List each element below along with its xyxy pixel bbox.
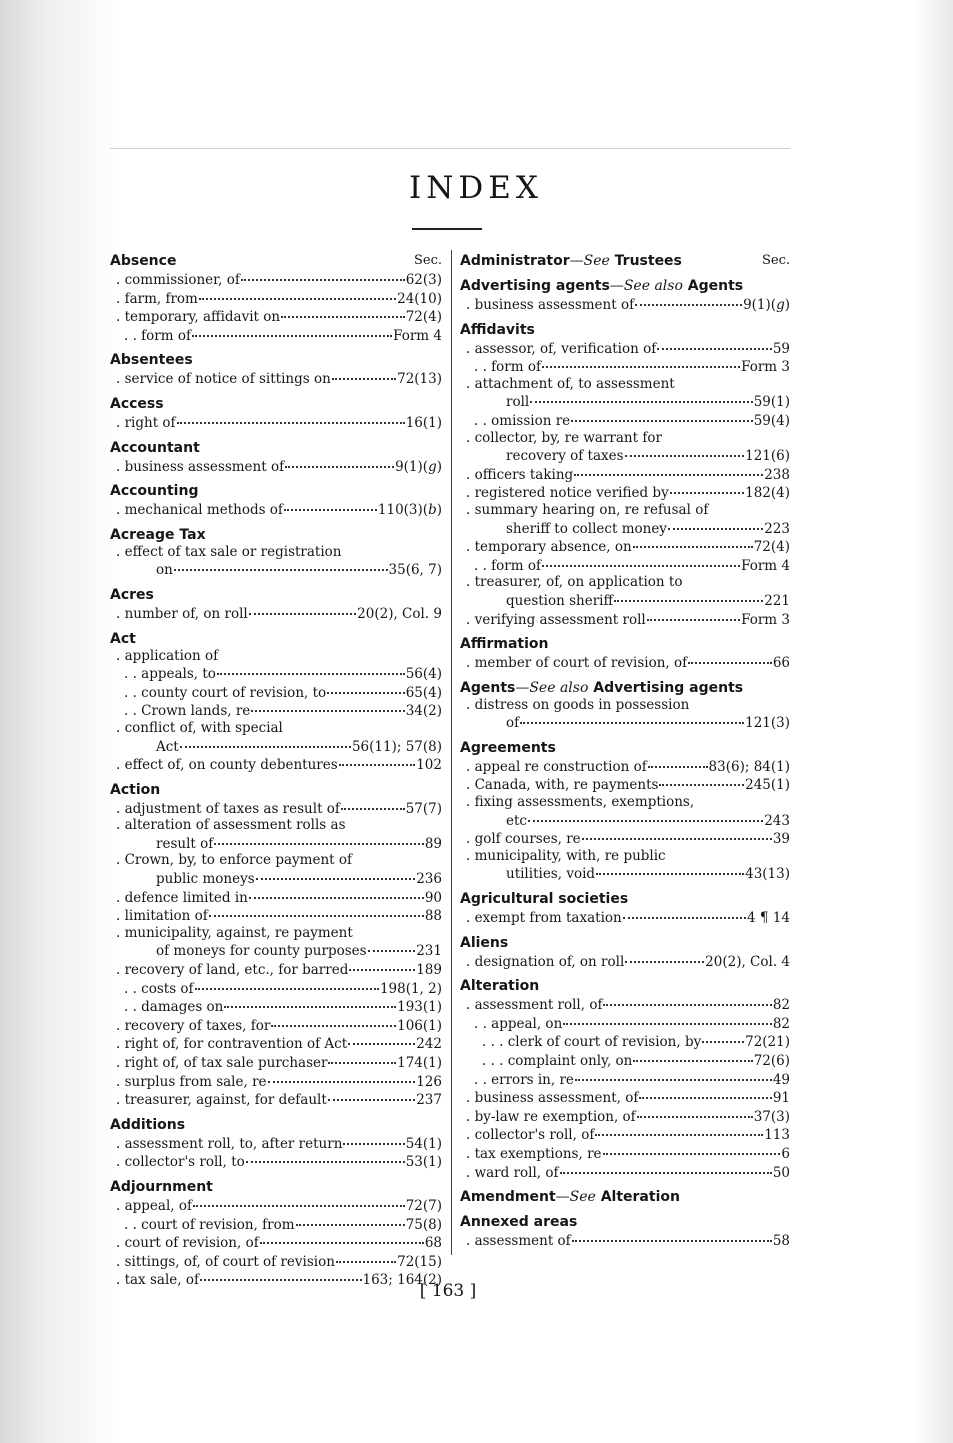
index-heading: Annexed areas [460,1214,578,1231]
index-subentry: . Canada, with, re payments 245(1) [460,775,790,794]
index-subentry: . court of revision, of 68 [110,1233,442,1252]
section-reference: 221 [764,592,790,609]
index-entry-alteration [460,977,790,1181]
section-reference: Form 3 [741,611,790,628]
section-reference: 72(6) [753,1053,790,1069]
index-subentry: question sheriff 221 [460,591,790,610]
index-column-left [110,252,442,1296]
index-subentry: . service of notice of sittings on 72(13) [110,369,442,388]
index-entry-act [110,630,442,774]
index-subentry: of moneys for county purposes 231 [110,941,442,960]
section-reference: 198(1, 2) [379,980,442,997]
index-subentry: . recovery of land, etc., for barred 189 [110,960,442,979]
dot-leader [343,1131,404,1145]
dot-leader [702,1029,744,1043]
dot-leader [530,389,752,403]
page-number: [ 163 ] [419,1281,477,1301]
index-subentry: . . form of Form 3 [460,357,790,376]
index-subentry: on 35(6, 7) [110,560,442,579]
index-heading: Absence Sec. [110,253,442,269]
section-reference: 39 [772,831,790,848]
section-reference: 72(4) [405,309,442,326]
index-heading: Affirmation [460,636,549,653]
section-reference: 53(1) [405,1154,442,1171]
section-reference: Form 3 [741,359,790,376]
index-heading: Aliens [460,934,509,951]
column-divider [451,250,452,1255]
dot-leader [603,1141,781,1155]
index-subentry: of 121(3) [460,713,790,732]
section-reference: 65(4) [405,684,442,701]
index-heading: Advertising agents—See also Agents [460,278,744,294]
index-subentry: Act 56(11); 57(8) [110,737,442,756]
section-reference: 59 [772,340,790,357]
index-subentry: result of 89 [110,834,442,853]
index-subentry: . adjustment of taxes as result of 57(7) [110,799,442,818]
dot-leader [639,1085,771,1099]
section-reference: 91 [772,1090,790,1107]
section-reference: 34(2) [405,703,442,720]
index-subentry: . appeal, of 72(7) [110,1196,442,1215]
index-entry-amendment [460,1188,790,1206]
dot-leader [528,808,763,822]
section-reference: 242 [416,1036,442,1053]
section-reference: 6 [781,1145,790,1162]
index-subentry: . distress on goods in possession [466,696,690,713]
dot-leader [647,607,740,621]
index-subentry: . tax exemptions, re 6 [460,1144,790,1163]
dot-leader [180,734,351,748]
index-subentry: . recovery of taxes, for 106(1) [110,1016,442,1035]
index-subentry: . assessment of 58 [460,1231,790,1250]
dot-leader [199,286,396,300]
index-subentry: . right of, of tax sale purchaser 174(1) [110,1053,442,1072]
dot-leader [603,992,771,1006]
index-subentry: . mechanical methods of 110(3)(b) [110,500,442,519]
section-reference: 9(1)(g) [743,297,790,313]
index-subentry: . surplus from sale, re 126 [110,1072,442,1091]
index-subentry: . . . clerk of court of revision, by 72(21) [460,1032,790,1051]
index-entry-absentees [110,351,442,388]
index-heading: Access [110,395,164,412]
section-reference: 231 [416,943,442,960]
sec-label: Sec. [761,253,790,268]
dot-leader [349,957,415,971]
dot-leader [623,905,746,919]
dot-leader [596,861,744,875]
index-subentry: . . court of revision, from 75(8) [110,1215,442,1234]
index-subentry: . alteration of assessment rolls as [116,817,346,834]
index-entry-affirmation [460,635,790,672]
index-subentry: . treasurer, of, on application to [466,574,683,591]
index-subentry: . assessment roll, of 82 [460,995,790,1014]
section-reference: 37(3) [753,1108,790,1125]
section-reference: 56(11); 57(8) [351,738,442,755]
index-subentry: roll 59(1) [460,392,790,411]
index-heading: Adjournment [110,1178,213,1195]
dot-leader [251,698,404,712]
dot-leader [193,1193,405,1207]
section-reference: 49 [772,1071,790,1088]
scan-shadow-right [913,0,953,1443]
dot-leader [281,304,405,318]
index-subentry: . Crown, by, to enforce payment of [116,852,352,869]
index-subentry: . exempt from taxation 4 ¶ 14 [460,908,790,927]
dot-leader [249,601,356,615]
section-reference: 72(4) [753,539,790,556]
section-reference: 43(13) [745,866,790,883]
section-reference: 237 [416,1092,442,1109]
dot-leader [614,588,763,602]
section-reference: 58 [772,1233,790,1250]
section-reference: 121(3) [745,715,790,732]
index-entry-affidavits [460,321,790,629]
index-subentry: recovery of taxes 121(6) [460,446,790,465]
index-entry-access [110,395,442,432]
index-subentry: . application of [116,647,219,664]
dot-leader [268,1069,416,1083]
dot-leader [560,1160,772,1174]
section-reference: 182(4) [745,485,790,502]
index-subentry: . tax sale, of 163; 164(2) [110,1270,442,1289]
index-entry-agreements [460,739,790,883]
section-reference: 174(1) [397,1055,442,1071]
index-entry-absence [110,252,442,344]
index-subentry: . business assessment of 9(1)(g) [460,295,790,314]
index-entry-acreage-tax [110,526,442,579]
index-subentry: . sittings, of, of court of revision 72(15) [110,1252,442,1271]
section-reference: 82 [772,997,790,1014]
index-entry-annexed-areas [460,1213,790,1250]
dot-leader [192,323,392,337]
section-reference: 16(1) [405,414,442,431]
index-subentry: . by-law re exemption, of 37(3) [460,1107,790,1126]
dot-leader [328,1050,396,1064]
index-entry-action [110,781,442,1109]
section-reference: 72(21) [745,1034,790,1051]
section-reference: 223 [764,520,790,537]
index-subentry: . . form of Form 4 [460,556,790,575]
dot-leader [575,1067,772,1081]
dot-leader [336,1249,396,1263]
index-subentry: . business assessment, of 91 [460,1088,790,1107]
index-subentry: . assessment roll, to, after return 54(1) [110,1134,442,1153]
index-subentry: . designation of, on roll 20(2), Col. 4 [460,952,790,971]
dot-leader [633,534,753,548]
dot-leader [332,366,396,380]
section-reference: 106(1) [397,1017,442,1034]
section-reference: 236 [416,871,442,888]
section-reference: Form 4 [741,557,790,574]
dot-leader [633,1048,752,1062]
index-subentry: . fixing assessments, exemptions, [466,794,695,811]
index-subentry: . collector, by, re warrant for [466,429,662,446]
dot-leader [241,267,405,281]
index-subentry: . effect of, on county debentures 102 [110,755,442,774]
index-heading: Affidavits [460,321,535,338]
index-heading: Acreage Tax [110,526,206,543]
section-reference: 75(8) [405,1216,442,1233]
dot-leader [271,1013,396,1027]
dot-leader [224,994,396,1008]
section-reference: 59(1) [753,394,790,411]
index-subentry: . effect of tax sale or registration [116,543,342,560]
index-entry-agents [460,679,790,732]
index-entry-aliens [460,934,790,971]
dot-leader [368,938,416,952]
section-reference: 189 [416,962,442,979]
section-reference: 24(10) [397,290,442,307]
dot-leader [327,680,405,694]
index-entry-additions [110,1116,442,1171]
section-reference: 66 [772,655,790,672]
title-underline [412,228,482,230]
dot-leader [635,292,742,306]
index-entry-advertising-agents [460,277,790,314]
index-subentry: . assessor, of, verification of 59 [460,339,790,358]
index-heading: Acres [110,586,154,603]
index-subentry: . summary hearing on, re refusal of [466,501,709,518]
dot-leader [214,831,424,845]
index-subentry: . verifying assessment roll Form 3 [460,610,790,629]
dot-leader [637,1104,753,1118]
section-reference: 9(1)(g) [395,458,442,475]
dot-leader [571,408,753,422]
index-subentry: utilities, void 43(13) [460,864,790,883]
index-heading: Amendment—See Alteration [460,1189,680,1206]
index-subentry: . municipality, with, re public [466,847,666,864]
section-reference: 72(15) [397,1253,442,1270]
dot-leader [348,1031,415,1045]
index-subentry: . officers taking 238 [460,465,790,484]
index-entry-administrator [460,252,790,270]
section-reference: 54(1) [405,1135,442,1152]
section-reference: 20(2), Col. 9 [357,605,442,622]
sec-label: Sec. [413,253,442,268]
dot-leader [296,1212,405,1226]
dot-leader [648,754,708,768]
index-subentry: . commissioner, of 62(3) [110,270,442,289]
dot-leader [657,336,772,350]
index-heading: Additions [110,1116,186,1133]
index-subentry: . appeal re construction of 83(6); 84(1) [460,757,790,776]
section-reference: 245(1) [745,777,790,794]
dot-leader [174,557,388,571]
index-subentry: . collector's roll, to 53(1) [110,1152,442,1171]
index-subentry: . . damages on 193(1) [110,997,442,1016]
scan-shadow-left [0,0,120,1443]
dot-leader [625,949,704,963]
index-subentry: . conflict of, with special [116,719,283,736]
dot-leader [285,454,394,468]
index-subentry: . ward roll, of 50 [460,1163,790,1182]
index-subentry: . . Crown lands, re 34(2) [110,701,442,720]
index-subentry: . . appeal, on 82 [460,1014,790,1033]
section-reference: 35(6, 7) [388,562,442,579]
dot-leader [195,976,379,990]
index-heading: Accounting [110,483,199,500]
section-reference: 20(2), Col. 4 [705,953,790,970]
dot-leader [572,1228,772,1242]
section-reference: 72(7) [405,1197,442,1214]
dot-leader [688,650,772,664]
section-reference: 56(4) [405,666,442,683]
section-reference: 82 [772,1015,790,1032]
index-subentry: . . county court of revision, to 65(4) [110,683,442,702]
index-entry-accounting [110,482,442,519]
index-subentry: . temporary absence, on 72(4) [460,537,790,556]
section-reference: 68 [424,1235,442,1252]
section-reference: 193(1) [397,999,442,1016]
dot-leader [284,497,377,511]
dot-leader [542,553,740,567]
section-reference: 121(6) [745,448,790,465]
dot-leader [260,1230,424,1244]
dot-leader [177,410,405,424]
index-heading: Act [110,630,136,647]
index-subentry: . temporary, affidavit on 72(4) [110,307,442,326]
index-subentry: . right of, for contravention of Act 242 [110,1034,442,1053]
index-subentry: . business assessment of 9(1)(g) [110,457,442,476]
index-subentry: public moneys 236 [110,869,442,888]
index-column-right [460,252,790,1257]
index-subentry: . collector's roll, of 113 [460,1125,790,1144]
show-through-rule [110,148,790,149]
index-heading: Agents—See also Advertising agents [460,679,744,696]
index-subentry: . defence limited in 90 [110,888,442,907]
index-subentry: sheriff to collect money 223 [460,519,790,538]
dot-leader [670,480,744,494]
index-subentry: . treasurer, against, for default 237 [110,1090,442,1109]
index-subentry: . golf courses, re 39 [460,829,790,848]
index-entry-accountant [110,439,442,476]
section-reference: 59(4) [753,412,790,429]
index-subentry: . . appeals, to 56(4) [110,664,442,683]
dot-leader [563,1011,772,1025]
dot-leader [209,903,424,917]
dot-leader [582,826,772,840]
section-reference: 238 [764,466,790,483]
dot-leader [595,1122,763,1136]
dot-leader [256,866,416,880]
dot-leader [625,443,745,457]
index-subentry: . number of, on roll 20(2), Col. 9 [110,604,442,623]
index-subentry: . farm, from 24(10) [110,289,442,308]
index-heading: Action [110,781,161,798]
section-reference: 243 [764,812,790,829]
dot-leader [520,710,744,724]
section-reference: 72(13) [397,371,442,388]
page-title: INDEX [409,170,543,206]
index-subentry: . member of court of revision, of 66 [460,653,790,672]
index-subentry: . . omission re 59(4) [460,411,790,430]
index-subentry: . right of 16(1) [110,413,442,432]
index-entry-acres [110,586,442,623]
index-heading: Absentees [110,352,193,369]
section-reference: 4 ¶ 14 [747,910,790,927]
section-reference: 163; 164(2) [362,1272,442,1289]
index-subentry: . . . complaint only, on 72(6) [460,1051,790,1070]
section-reference: Form 4 [393,327,442,344]
index-subentry: etc 243 [460,811,790,830]
section-reference: 102 [416,757,442,774]
index-subentry: . limitation of 88 [110,906,442,925]
dot-leader [659,772,744,786]
index-heading: Agricultural societies [460,891,629,908]
index-subentry: . . errors in, re 49 [460,1070,790,1089]
index-heading: Administrator—See Trustees Sec. [460,253,790,269]
section-reference: 110(3)(b) [377,502,442,519]
dot-leader [574,462,763,476]
section-reference: 50 [772,1164,790,1181]
dot-leader [200,1267,362,1281]
index-subentry: . municipality, against, re payment [116,924,353,941]
section-reference: 89 [424,835,442,852]
section-reference: 62(3) [405,272,442,288]
section-reference: 57(7) [405,800,442,817]
index-entry-adjournment [110,1178,442,1289]
dot-leader [217,661,405,675]
index-subentry: . . form of Form 4 [110,326,442,345]
index-heading: Agreements [460,739,556,756]
section-reference: 90 [424,889,442,906]
index-entry-agricultural-societies [460,890,790,927]
dot-leader [249,885,424,899]
dot-leader [542,354,740,368]
section-reference: 83(6); 84(1) [708,758,790,775]
dot-leader [341,796,405,810]
dot-leader [246,1149,405,1163]
section-reference: 126 [416,1073,442,1090]
dot-leader [328,1087,415,1101]
index-subentry: . attachment of, to assessment [466,375,675,392]
index-heading: Accountant [110,439,200,456]
section-reference: 88 [424,908,442,925]
dot-leader [668,516,763,530]
index-subentry: . registered notice verified by 182(4) [460,483,790,502]
dot-leader [339,752,416,766]
index-subentry: . . costs of 198(1, 2) [110,979,442,998]
index-heading: Alteration [460,978,540,995]
section-reference: 113 [764,1127,790,1144]
